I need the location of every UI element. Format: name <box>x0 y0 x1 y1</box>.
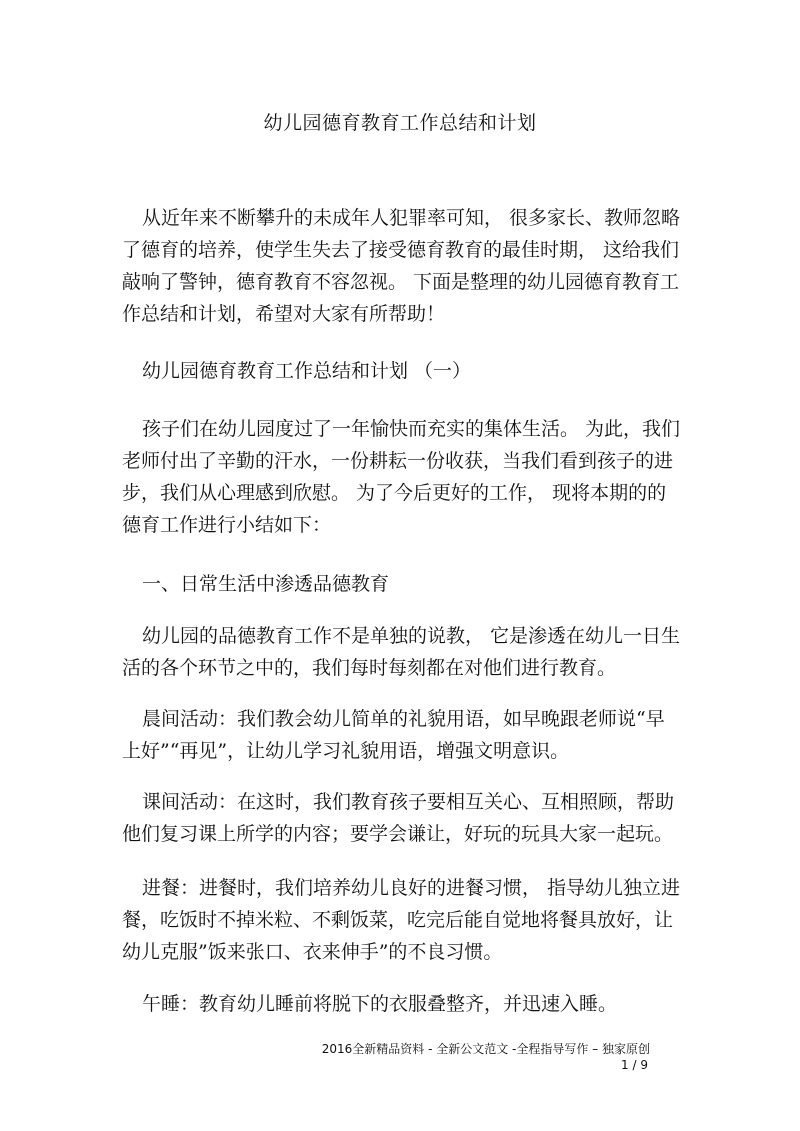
intro-paragraph: 从近年来不断攀升的未成年人犯罪率可知， 很多家长、教师忽略了德育的培养，使学生失去了接受德育教育的最佳时期， 这给我们敲响了警钟，德育教育不容忽视。 下面是整理的幼儿园德育教育工作总结和计划，希望对大家有所帮助！ <box>122 207 681 325</box>
subheading-1: 一、日常生活中渗透品德教育 <box>142 573 390 595</box>
paragraph-2: 幼儿园的品德教育工作不是单独的说教， 它是渗透在幼儿一日生活的各个环节之中的，我们每时每刻都在对他们进行教育。 <box>122 625 681 679</box>
paragraph-6: 午睡：教育幼儿睡前将脱下的衣服叠整齐，并迅速入睡。 <box>142 993 618 1015</box>
document-title: 幼儿园德育教育工作总结和计划 <box>263 112 537 134</box>
section-heading: 幼儿园德育教育工作总结和计划 （一） <box>142 360 472 382</box>
paragraph-5: 进餐：进餐时，我们培养幼儿良好的进餐习惯， 指导幼儿独立进餐，吃饭时不掉米粒、不剩饭菜，吃完后能自觉地将餐具放好，让幼儿克服”饭来张口、衣来伸手”的不良习惯。 <box>122 877 681 963</box>
paragraph-3: 晨间活动：我们教会幼儿简单的礼貌用语，如早晚跟老师说“早上好”“再见”，让幼儿学习礼貌用语，增强文明意识。 <box>122 708 665 762</box>
footer-text: 2016全新精品资料 - 全新公文范文 -全程指导写作 – 独家原创 <box>321 1042 650 1056</box>
page-number: 1 / 9 <box>621 1058 648 1072</box>
paragraph-4: 课间活动：在这时，我们教育孩子要相互关心、互相照顾，帮助他们复习课上所学的内容；要学会谦让，好玩的玩具大家一起玩。 <box>122 791 675 845</box>
paragraph-1: 孩子们在幼儿园度过了一年愉快而充实的集体生活。 为此，我们老师付出了辛勤的汗水，一份耕耘一份收获，当我们看到孩子的进步，我们从心理感到欣慰。 为了今后更好的工作， 现将本期的的德育工作进行小结如下： <box>122 418 681 536</box>
